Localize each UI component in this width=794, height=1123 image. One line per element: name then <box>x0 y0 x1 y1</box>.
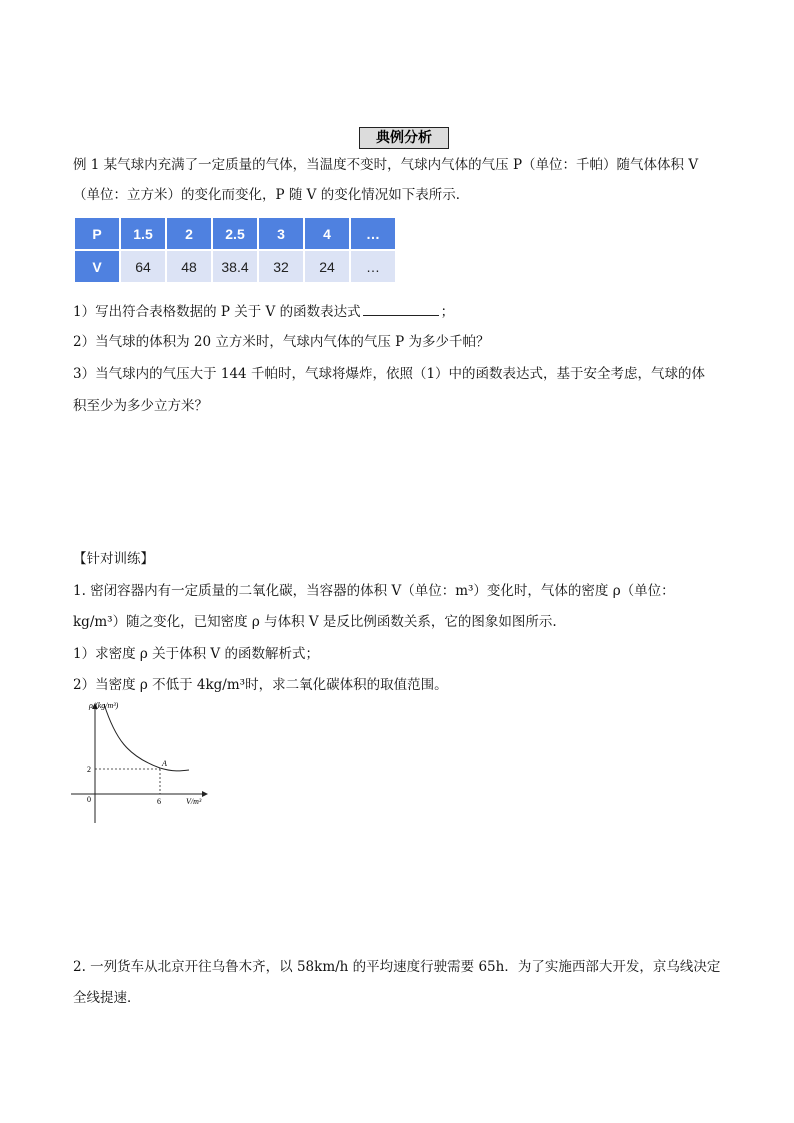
table-cell: V <box>74 250 120 283</box>
point-a-label: A <box>162 759 167 768</box>
question-1-suffix: ； <box>440 304 455 320</box>
pressure-volume-table <box>73 216 397 284</box>
inverse-curve <box>104 704 189 771</box>
problem1-question1: 1）求密度 ρ 关于体积 V 的函数解析式； <box>73 646 319 662</box>
section-title: 典例分析 <box>359 127 449 149</box>
origin-label: 0 <box>87 795 91 804</box>
example1-line1: 例 1 某气球内充满了一定质量的气体，当温度不变时，气球内气体的气压 P（单位：千帕）随气体体积 V <box>73 157 699 173</box>
question-3-line2: 积至少为多少立方米？ <box>73 398 208 414</box>
example1-line2: （单位：立方米）的变化而变化，P 随 V 的变化情况如下表所示． <box>73 187 470 203</box>
answer-blank <box>363 301 439 316</box>
table-cell: … <box>350 250 396 283</box>
training-title: 【针对训练】 <box>73 551 154 567</box>
problem1-line1: 1. 密闭容器内有一定质量的二氧化碳，当容器的体积 V（单位：m³）变化时，气体的密度 ρ（单位： <box>73 583 675 599</box>
question-3-line1: 3）当气球内的气压大于 144 千帕时，气球将爆炸，依照（1）中的函数表达式，基于安全考虑，气球的体 <box>73 366 706 382</box>
table-cell: 48 <box>166 250 212 283</box>
table-cell: … <box>350 217 396 250</box>
y-tick-label: 2 <box>87 765 91 774</box>
table-cell: 3 <box>258 217 304 250</box>
y-axis-label: ρ/(kg/m³) <box>89 701 119 710</box>
problem1-question2: 2）当密度 ρ 不低于 4kg/m³时，求二氧化碳体积的取值范围。 <box>73 677 448 693</box>
table-cell: 1.5 <box>120 217 166 250</box>
table-cell: 38.4 <box>212 250 258 283</box>
table-cell: 2 <box>166 217 212 250</box>
table-cell: 4 <box>304 217 350 250</box>
question-1 <box>73 301 454 321</box>
question-2: 2）当气球的体积为 20 立方米时，气球内气体的气压 P 为多少千帕？ <box>73 334 490 350</box>
table-cell: 24 <box>304 250 350 283</box>
table-row-v <box>74 250 396 283</box>
table-row-p <box>74 217 396 250</box>
question-1-text: 1）写出符合表格数据的 P 关于 V 的函数表达式 <box>73 304 361 320</box>
table-cell: 64 <box>120 250 166 283</box>
problem2-line1: 2. 一列货车从北京开往乌鲁木齐，以 58km/h 的平均速度行驶需要 65h．为了实施西部大开发，京乌线决定 <box>73 959 721 975</box>
inverse-function-graph <box>65 698 215 828</box>
problem1-line2: kg/m³）随之变化，已知密度 ρ 与体积 V 是反比例函数关系，它的图象如图所示. <box>73 614 557 630</box>
problem2-line2: 全线提速． <box>73 990 141 1006</box>
table-cell: P <box>74 217 120 250</box>
table-cell: 32 <box>258 250 304 283</box>
table-cell: 2.5 <box>212 217 258 250</box>
x-tick-label: 6 <box>157 797 161 806</box>
x-axis-label: V/m³ <box>186 797 202 806</box>
